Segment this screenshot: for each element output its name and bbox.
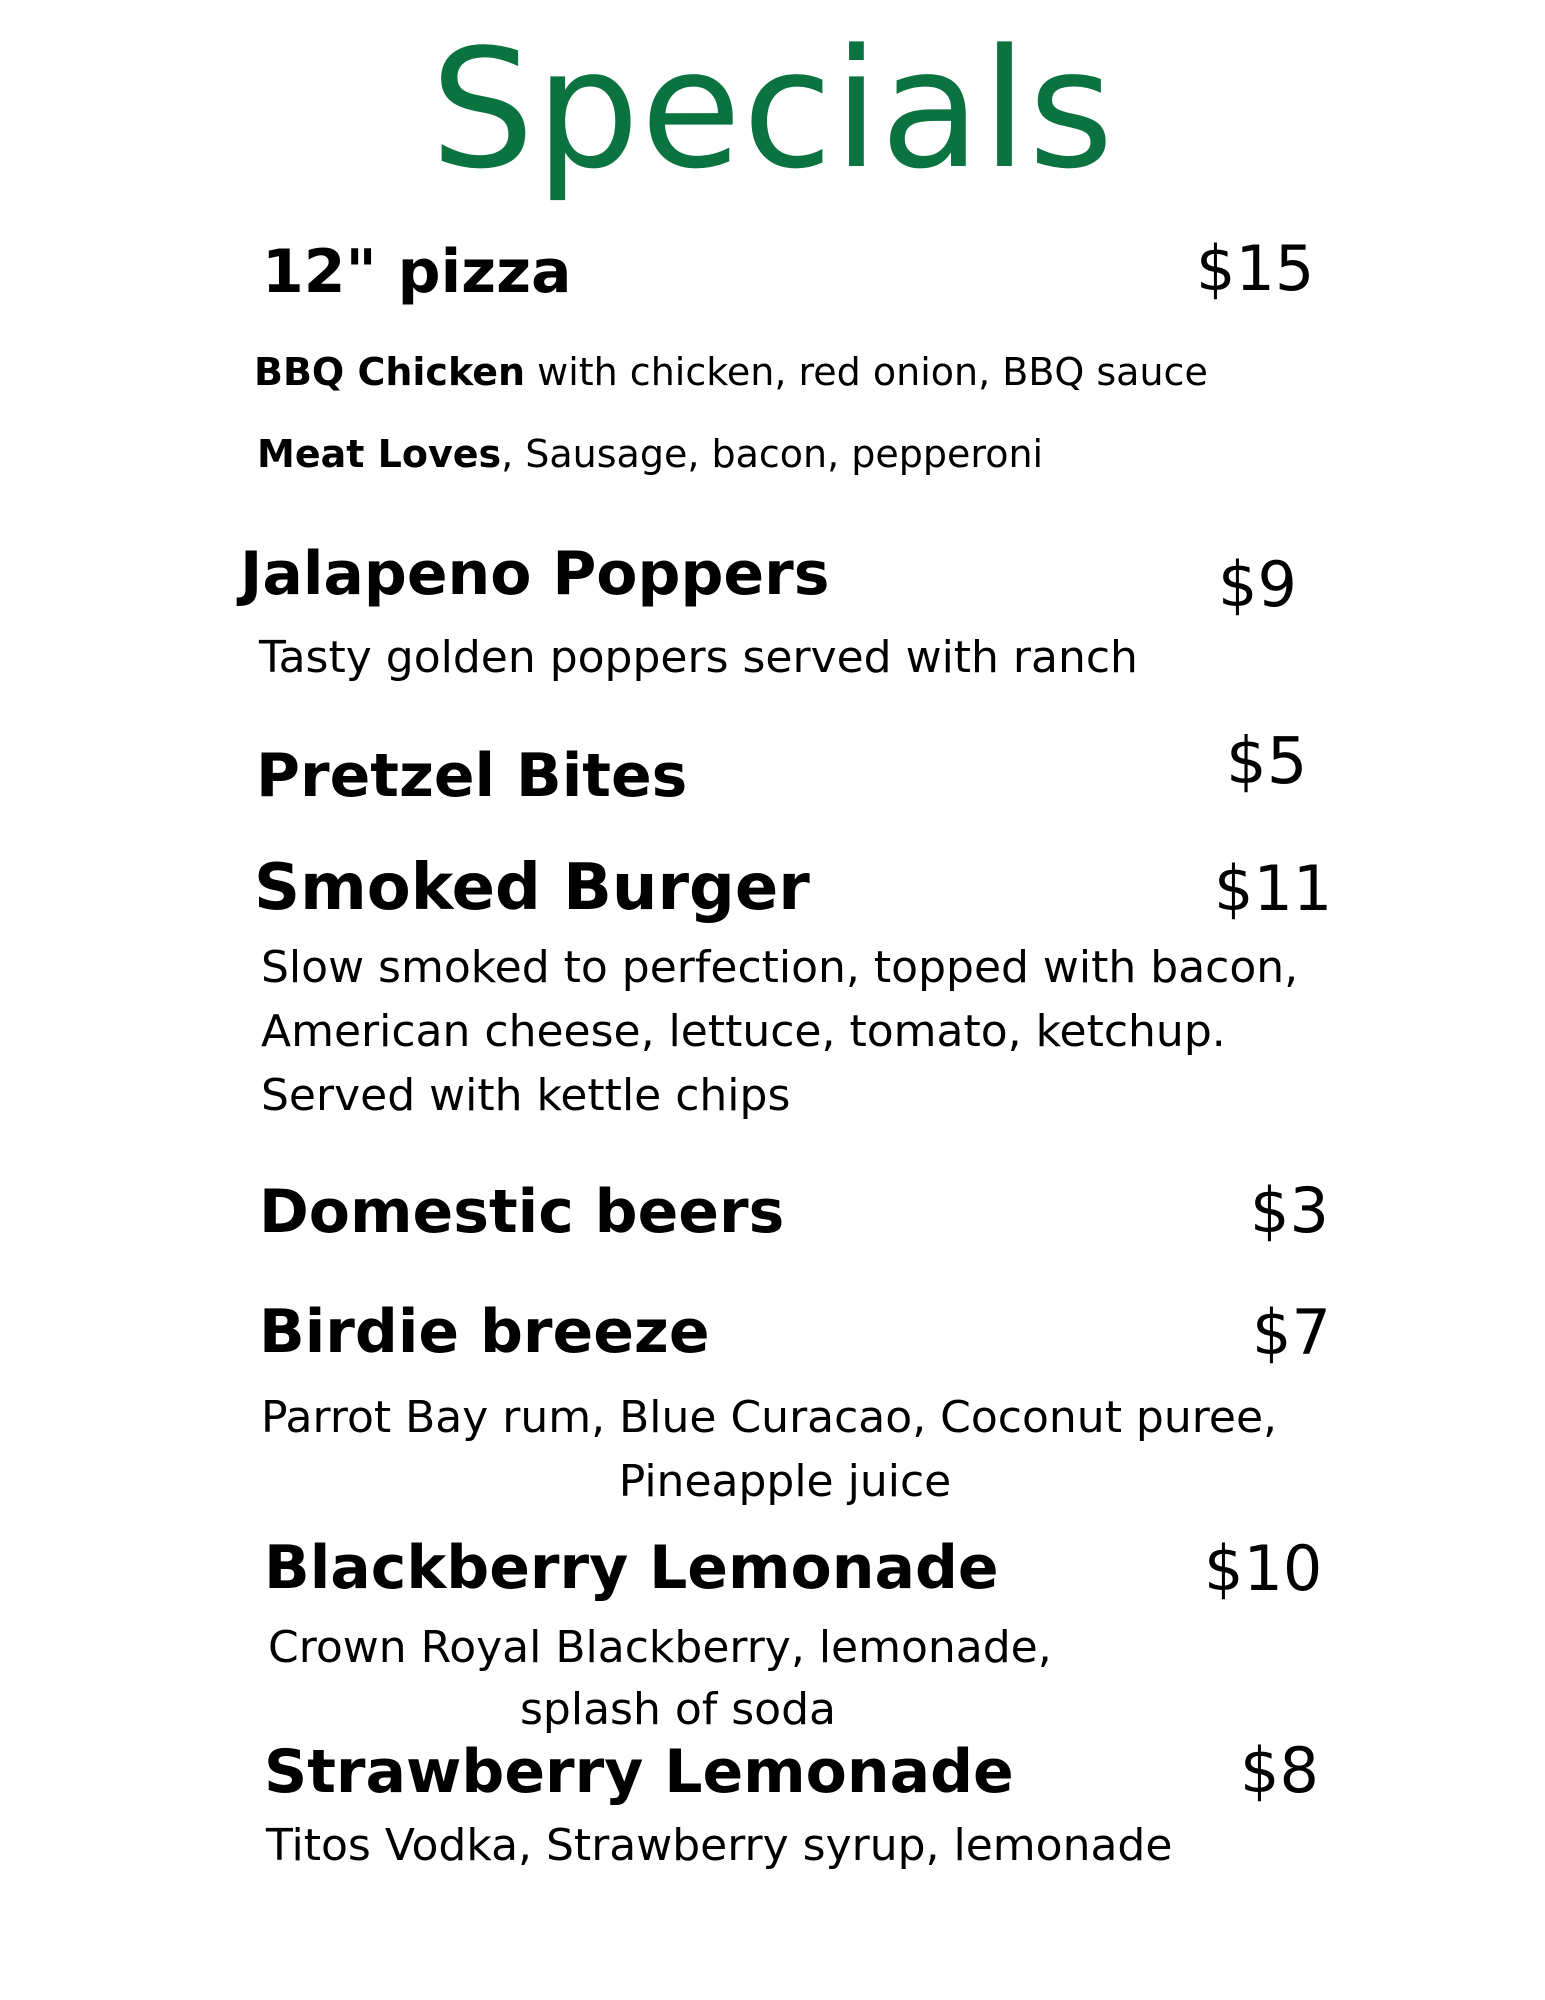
- item-description-jalapeno-poppers: Tasty golden poppers served with ranch: [259, 632, 1138, 683]
- item-name-pizza: 12" pizza: [262, 237, 572, 307]
- option-name: Meat Loves: [257, 432, 502, 476]
- item-price-blackberry-lemonade: $10: [1204, 1532, 1323, 1605]
- item-price-strawberry-lemonade: $8: [1240, 1734, 1319, 1807]
- item-price-smoked-burger: $11: [1214, 852, 1333, 925]
- item-name-blackberry-lemonade: Blackberry Lemonade: [264, 1533, 999, 1603]
- item-option-meat-loves: [257, 432, 1043, 478]
- page-title: Specials: [430, 14, 1115, 205]
- item-name-domestic-beers: Domestic beers: [259, 1177, 785, 1247]
- item-description-strawberry-lemonade: Titos Vodka, Strawberry syrup, lemonade: [266, 1820, 1173, 1871]
- item-price-jalapeno-poppers: $9: [1218, 548, 1297, 621]
- option-detail: with chicken, red onion, BBQ sauce: [525, 350, 1208, 394]
- item-name-smoked-burger: Smoked Burger: [254, 851, 810, 925]
- item-description-line-3: Served with kettle chips: [261, 1070, 791, 1121]
- item-description-line-2: Pineapple juice: [618, 1456, 952, 1507]
- item-name-jalapeno-poppers: Jalapeno Poppers: [240, 539, 830, 609]
- option-detail: , Sausage, bacon, pepperoni: [501, 432, 1044, 476]
- item-description-line-1: Crown Royal Blackberry, lemonade,: [268, 1622, 1052, 1673]
- item-price-birdie-breeze: $7: [1252, 1296, 1331, 1369]
- item-description-line-2: American cheese, lettuce, tomato, ketchup.: [261, 1006, 1226, 1057]
- item-name-pretzel-bites: Pretzel Bites: [256, 741, 688, 811]
- item-name-birdie-breeze: Birdie breeze: [259, 1297, 710, 1367]
- item-price-pretzel-bites: $5: [1226, 725, 1308, 799]
- item-price-domestic-beers: $3: [1250, 1174, 1329, 1247]
- item-option-bbq-chicken: [254, 350, 1208, 396]
- option-name: BBQ Chicken: [254, 350, 526, 394]
- item-description-line-1: Parrot Bay rum, Blue Curacao, Coconut puree,: [261, 1392, 1277, 1443]
- item-name-strawberry-lemonade: Strawberry Lemonade: [264, 1737, 1014, 1807]
- item-description-line-1: Slow smoked to perfection, topped with bacon,: [261, 942, 1299, 993]
- item-price-pizza: $15: [1196, 232, 1315, 305]
- item-description-line-2: splash of soda: [520, 1684, 836, 1735]
